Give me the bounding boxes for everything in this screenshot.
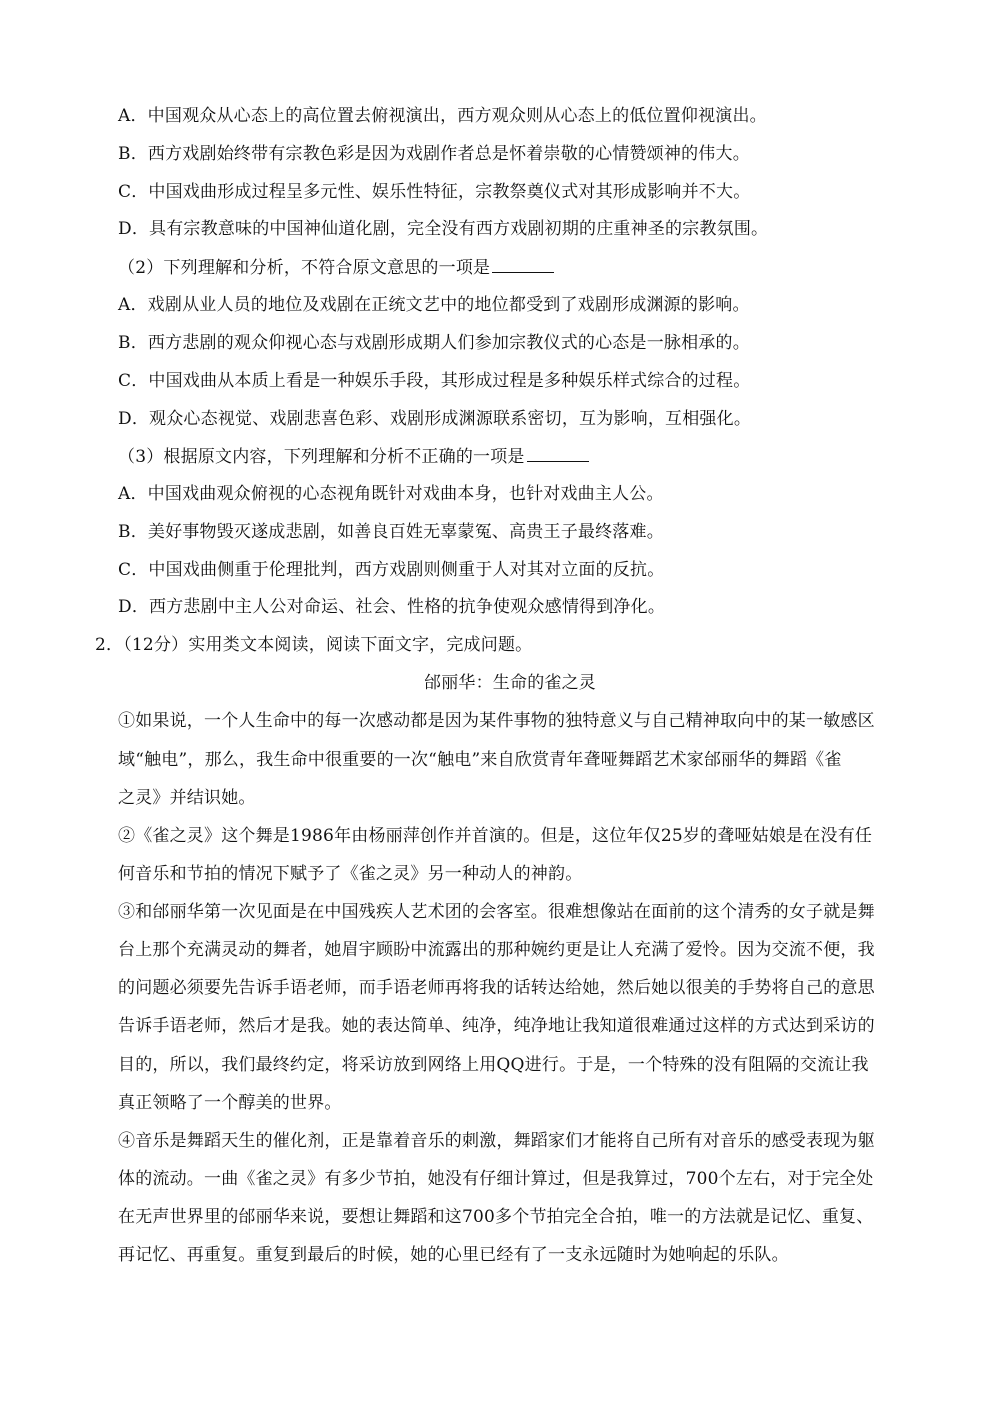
answer-blank	[492, 255, 554, 273]
paragraph-4-line: 再记忆、再重复。重复到最后的时候，她的心里已经有了一支永远随时为她响起的乐队。	[118, 1245, 789, 1265]
sub2-option-a: A．戏剧从业人员的地位及戏剧在正统文艺中的地位都受到了戏剧形成渊源的影响。	[118, 295, 750, 315]
paragraph-1-line: ①如果说，一个人生命中的每一次感动都是因为某件事物的独特意义与自己精神取向中的某一敏感区	[118, 711, 875, 731]
paragraph-3-line: 目的，所以，我们最终约定，将采访放到网络上用QQ进行。于是，一个特殊的没有阻隔的交流让我	[118, 1055, 869, 1075]
paragraph-1-line: 域“触电”，那么，我生命中很重要的一次“触电”来自欣赏青年聋哑舞蹈艺术家邰丽华的舞蹈《雀	[118, 750, 842, 770]
paragraph-2-line: ②《雀之灵》这个舞是1986年由杨丽萍创作并首演的。但是，这位年仅25岁的聋哑姑娘是在没有任	[118, 826, 873, 846]
paragraph-4-line: ④音乐是舞蹈天生的催化剂，正是靠着音乐的刺激，舞蹈家们才能将自己所有对音乐的感受表现为躯	[118, 1131, 875, 1151]
q1-option-a: A．中国观众从心态上的高位置去俯视演出，西方观众则从心态上的低位置仰视演出。	[118, 106, 767, 126]
sub-question-2-text: （2）下列理解和分析，不符合原文意思的一项是	[118, 258, 491, 278]
paragraph-1-line: 之灵》并结识她。	[118, 788, 256, 808]
sub2-option-b: B．西方悲剧的观众仰视心态与戏剧形成期人们参加宗教仪式的心态是一脉相承的。	[118, 333, 750, 353]
q1-option-b: B．西方戏剧始终带有宗教色彩是因为戏剧作者总是怀着崇敬的心情赞颂神的伟大。	[118, 144, 750, 164]
q1-option-d: D．具有宗教意味的中国神仙道化剧，完全没有西方戏剧初期的庄重神圣的宗教氛围。	[118, 219, 769, 239]
paragraph-3-line: 真正领略了一个醇美的世界。	[118, 1093, 342, 1113]
paragraph-2-line: 何音乐和节拍的情况下赋予了《雀之灵》另一种动人的神韵。	[118, 864, 583, 884]
answer-blank	[527, 444, 589, 462]
sub3-option-a: A．中国戏曲观众俯视的心态视角既针对戏曲本身，也针对戏曲主人公。	[118, 484, 664, 504]
sub2-option-d: D．观众心态视觉、戏剧悲喜色彩、戏剧形成渊源联系密切，互为影响，互相强化。	[118, 409, 752, 429]
paragraph-4-line: 在无声世界里的邰丽华来说，要想让舞蹈和这700多个节拍完全合拍，唯一的方法就是记忆、重复、	[118, 1207, 874, 1227]
paragraph-3-line: 的问题必须要先告诉手语老师，而手语老师再将我的话转达给她，然后她以很美的手势将自己的意思	[118, 978, 875, 998]
paragraph-3-line: 台上那个充满灵动的舞者，她眉宇顾盼中流露出的那种婉约更是让人充满了爱怜。因为交流不便，我	[118, 940, 875, 960]
sub-question-3-stem	[118, 444, 589, 469]
article-title: 邰丽华：生命的雀之灵	[424, 673, 596, 693]
question-2-header: 2．（12分）实用类文本阅读，阅读下面文字，完成问题。	[95, 635, 533, 655]
q1-option-c: C．中国戏曲形成过程呈多元性、娱乐性特征，宗教祭奠仪式对其形成影响并不大。	[118, 182, 751, 202]
sub3-option-c: C．中国戏曲侧重于伦理批判，西方戏剧则侧重于人对其对立面的反抗。	[118, 560, 665, 580]
sub-question-2-stem	[118, 255, 554, 280]
paragraph-3-line: 告诉手语老师，然后才是我。她的表达简单、纯净，纯净地让我知道很难通过这样的方式达到采访的	[118, 1016, 875, 1036]
sub2-option-c: C．中国戏曲从本质上看是一种娱乐手段，其形成过程是多种娱乐样式综合的过程。	[118, 371, 751, 391]
sub3-option-b: B．美好事物毁灭遂成悲剧，如善良百姓无辜蒙冤、高贵王子最终落难。	[118, 522, 664, 542]
paragraph-3-line: ③和邰丽华第一次见面是在中国残疾人艺术团的会客室。很难想像站在面前的这个清秀的女子就是舞	[118, 902, 875, 922]
paragraph-4-line: 体的流动。一曲《雀之灵》有多少节拍，她没有仔细计算过，但是我算过，700个左右，对于完全处	[118, 1169, 874, 1189]
sub3-option-d: D．西方悲剧中主人公对命运、社会、性格的抗争使观众感情得到净化。	[118, 597, 666, 617]
sub-question-3-text: （3）根据原文内容，下列理解和分析不正确的一项是	[118, 447, 525, 467]
